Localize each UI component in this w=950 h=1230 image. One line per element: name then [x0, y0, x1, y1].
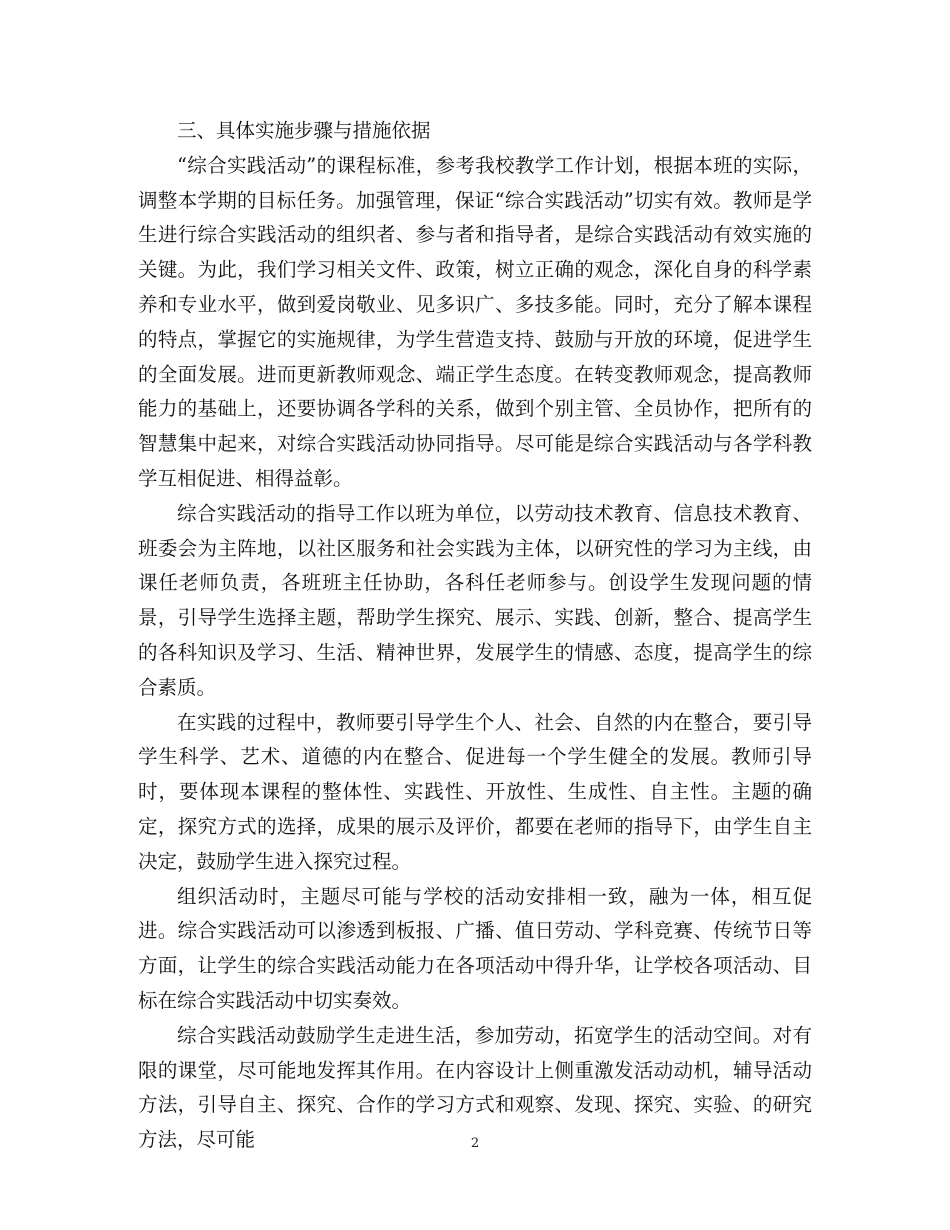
paragraph-5: 综合实践活动鼓励学生走进生活，参加劳动，拓宽学生的活动空间。对有限的课堂，尽可能地发挥其作用。在内容设计上侧重激发活动动机，辅导活动方法，引导自主、探究、合作的学习方式和观察、发现、探究、实验、的研究方法，尽可能 — [138, 1023, 812, 1152]
section-heading: 三、具体实施步骤与措施依据 — [177, 119, 431, 142]
document-body — [138, 114, 812, 1158]
paragraph-2: 综合实践活动的指导工作以班为单位，以劳动技术教育、信息技术教育、班委会为主阵地，以社区服务和社会实践为主体，以研究性的学习为主线，由课任老师负责，各班班主任协助，各科任老师参与。创设学生发现问题的情景，引导学生选择主题，帮助学生探究、展示、实践、创新，整合、提高学生的各科知识及学习、生活、精神世界，发展学生的情感、态度，提高学生的综合素质。 — [138, 501, 812, 699]
paragraph-3: 在实践的过程中，教师要引导学生个人、社会、自然的内在整合，要引导学生科学、艺术、道德的内在整合、促进每一个学生健全的发展。教师引导时，要体现本课程的整体性、实践性、开放性、生成性、自主性。主题的确定，探究方式的选择，成果的展示及评价，都要在老师的指导下，由学生自主决定，鼓励学生进入探究过程。 — [138, 710, 812, 873]
page-number: 2 — [470, 1136, 480, 1151]
paragraph-4: 组织活动时，主题尽可能与学校的活动安排相一致，融为一体，相互促进。综合实践活动可以渗透到板报、广播、值日劳动、学科竞赛、传统节日等方面，让学生的综合实践活动能力在各项活动中得升华，让学校各项活动、目标在综合实践活动中切实奏效。 — [138, 884, 812, 1012]
paragraph-1: “综合实践活动”的课程标准，参考我校教学工作计划，根据本班的实际，调整本学期的目标任务。加强管理，保证“综合实践活动”切实有效。教师是学生进行综合实践活动的组织者、参与者和指导者，是综合实践活动有效实施的关键。为此，我们学习相关文件、政策，树立正确的观念，深化自身的科学素养和专业水平，做到爱岗敬业、见多识广、多技多能。同时，充分了解本课程的特点，掌握它的实施规律，为学生营造支持、鼓励与开放的环境，促进学生的全面发展。进而更新教师观念、端正学生态度。在转变教师观念，提高教师能力的基础上，还要协调各学科的关系，做到个别主管、全员协作，把所有的智慧集中起来，对综合实践活动协同指导。尽可能是综合实践活动与各学科教学互相促进、相得益彰。 — [138, 153, 812, 490]
